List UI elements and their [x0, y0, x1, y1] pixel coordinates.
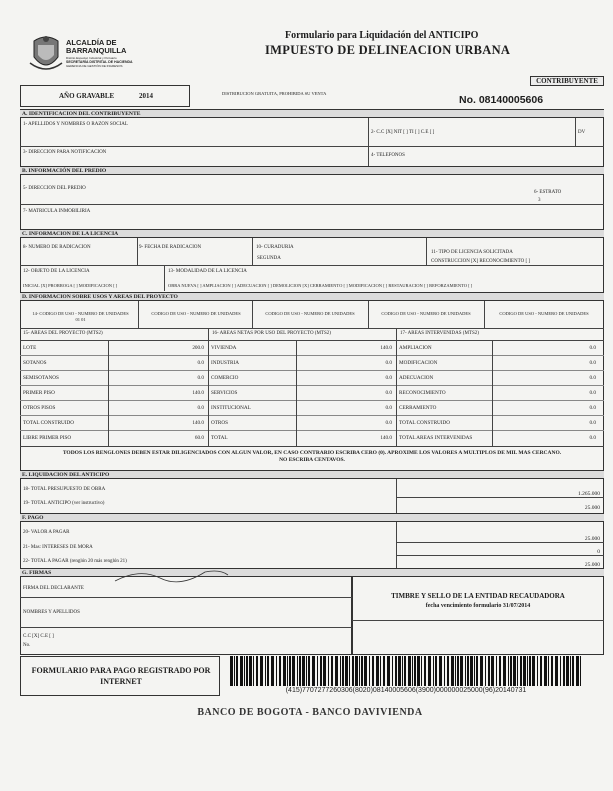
barcode-bar	[499, 656, 501, 686]
barcode-bar	[287, 656, 288, 686]
barcode-bar	[312, 656, 315, 686]
areas-cell-a: LIBRE PRIMER PISO	[23, 435, 72, 441]
barcode-bar	[474, 656, 475, 686]
areas-cell-av: 0.0	[197, 405, 204, 411]
barcode-bar	[352, 656, 354, 686]
areas-cell-cv: 0.0	[589, 405, 596, 411]
areas-cell-b: VIVIENDA	[211, 345, 237, 351]
barcode-bar	[317, 656, 318, 686]
areas-cell-bv: 140.0	[380, 345, 392, 351]
areas-cell-b: TOTAL	[211, 435, 228, 441]
field-10-label: 10- CURADURIA	[256, 245, 294, 250]
row-19-value: 25.000	[584, 505, 600, 511]
section-a-title: A. IDENTIFICACION DEL CONTRIBUYENTE	[20, 109, 604, 118]
logo-gerencia: GERENCIA DE GESTIÓN DE INGRESOS	[66, 64, 123, 68]
barcode-bar	[566, 656, 569, 686]
areas-cell-c: TOTAL CONSTRUIDO	[399, 420, 451, 426]
field-7-label: 7- MATRICULA INMOBILIRIA	[23, 209, 91, 214]
barcode-bar	[355, 656, 358, 686]
distribution-note: DISTRIBUCION GRATUITA, PROHIBIDA SU VENTA	[222, 91, 327, 96]
barcode-bar	[527, 656, 528, 686]
barcode-bar	[299, 656, 301, 686]
barcode-bar	[488, 656, 490, 686]
row-20-label: 20- VALOR A PAGAR	[23, 530, 70, 535]
barcode-bar	[439, 656, 442, 686]
barcode	[230, 656, 582, 686]
barcode-bar	[470, 656, 473, 686]
barcode-bar	[576, 656, 579, 686]
notice-line-1: TODOS LOS RENGLONES DEBEN ESTAR DILIGENCIADOS CON ALGUN VALOR, EN CASO CONTRARIO ESCRIBA CERO (0). APROXIME LOS VALORES A MULTIPLOS DE MIL MAS CERCANO.	[62, 450, 562, 456]
barcode-text: (415)7707277260306(8020)08140005606(3900)000000025000(96)20140731	[285, 687, 527, 694]
areas-header-16: 16- AREAS NETAS POR USO DEL PROYECTO (MTS2)	[212, 331, 331, 336]
barcode-bar	[387, 656, 390, 686]
barcode-bar	[433, 656, 434, 686]
barcode-bar	[340, 656, 341, 686]
field-10-value: SEGUNDA	[257, 256, 281, 261]
barcode-bar	[267, 656, 269, 686]
barcode-bar	[408, 656, 411, 686]
barcode-bar	[279, 656, 281, 686]
names-label: NOMBRES Y APELLIDOS	[23, 610, 80, 615]
barcode-bar	[331, 656, 333, 686]
barcode-bar	[537, 656, 538, 686]
document-number-label: No.	[23, 643, 31, 648]
areas-cell-a: PRIMER PISO	[23, 390, 55, 396]
year-box	[20, 85, 190, 107]
barcode-bar	[323, 656, 326, 686]
barcode-bar	[513, 656, 516, 686]
field-4-label: 4- TELEFONOS	[371, 153, 405, 158]
areas-cell-a: LOTE	[23, 345, 37, 351]
barcode-bar	[412, 656, 413, 686]
areas-cell-b: INDUSTRIA	[211, 360, 239, 366]
barcode-bar	[444, 656, 445, 686]
barcode-bar	[560, 656, 561, 686]
barcode-bar	[417, 656, 420, 686]
barcode-bar	[240, 656, 243, 686]
areas-cell-c: CERRAMIENTO	[399, 405, 437, 411]
section-g-title: G. FIRMAS	[20, 568, 604, 577]
document-type[interactable]: C.C [X] C.E [ ]	[23, 634, 54, 639]
barcode-bar	[402, 656, 403, 686]
barcode-bar	[508, 656, 509, 686]
logo-subtitle: Distrito Especial, Industrial y Portuario	[66, 56, 117, 60]
barcode-bar	[451, 656, 454, 686]
use-col-5: CODIGO DE USO - NUMERO DE UNIDADES	[499, 311, 589, 316]
barcode-bar	[392, 656, 393, 686]
barcode-bar	[359, 656, 360, 686]
areas-cell-bv: 0.0	[385, 405, 392, 411]
barcode-bar	[265, 656, 266, 686]
areas-header-15: 15- AREAS DEL PROYECTO (MTS2)	[23, 331, 103, 336]
field-9-label: 9- FECHA DE RADICACION	[139, 245, 202, 250]
barcode-bar	[253, 656, 254, 686]
areas-cell-b: COMERCIO	[211, 375, 239, 381]
internet-box	[20, 656, 220, 696]
section-f-title: F. PAGO	[20, 513, 604, 522]
row-19-label: 19- TOTAL ANTICIPO (ver instructivo)	[23, 501, 105, 506]
row-18-label: 18- TOTAL PRESUPUESTO DE OBRA	[23, 487, 106, 492]
barcode-bar	[335, 656, 338, 686]
section-e-title: E. LIQUIDACION DEL ANTICIPO	[20, 470, 604, 479]
field-8-label: 8- NUMERO DE RADICACION	[23, 245, 91, 250]
barcode-bar	[276, 656, 277, 686]
barcode-bar	[467, 656, 469, 686]
barcode-bar	[457, 656, 459, 686]
row-21-value: 0	[597, 549, 600, 555]
stamp-box	[352, 577, 604, 655]
barcode-bar	[465, 656, 466, 686]
areas-cell-cv: 0.0	[589, 435, 596, 441]
barcode-bar	[398, 656, 401, 686]
dv-label: DV	[578, 130, 586, 135]
section-d-title: D. INFORMACION SOBRE USOS Y AREAS DEL PROYECTO	[20, 292, 604, 301]
barcode-bar	[361, 656, 363, 686]
areas-cell-av: 0.0	[197, 360, 204, 366]
barcode-bar	[510, 656, 512, 686]
barcode-bar	[328, 656, 329, 686]
form-number: No. 08140005606	[459, 94, 544, 106]
barcode-bar	[244, 656, 245, 686]
internet-label: FORMULARIO PARA PAGO REGISTRADO POR INTERNET	[31, 666, 211, 686]
stamp-date: fecha vencimiento formulario 31/07/2014	[425, 603, 531, 609]
barcode-bar	[548, 656, 549, 686]
barcode-bar	[580, 656, 581, 686]
barcode-bar	[380, 656, 381, 686]
row-21-label: 21- Mas: INTERESES DE MORA	[23, 545, 93, 550]
barcode-bar	[404, 656, 406, 686]
barcode-bar	[570, 656, 571, 686]
barcode-bar	[523, 656, 526, 686]
field-12-label: 12- OBJETO DE LA LICENCIA	[23, 269, 90, 274]
barcode-bar	[424, 656, 426, 686]
areas-cell-av: 0.0	[197, 375, 204, 381]
areas-header-17: 17- AREAS INTERVENIDAS (MTS2)	[400, 331, 479, 336]
use-col-2: CODIGO DE USO - NUMERO DE UNIDADES	[151, 311, 241, 316]
stamp-title: TIMBRE Y SELLO DE LA ENTIDAD RECAUDADORA	[391, 592, 565, 600]
areas-cell-av: 200.0	[192, 345, 204, 351]
areas-cell-cv: 0.0	[589, 345, 596, 351]
areas-cell-c: MODIFICACION	[399, 360, 438, 366]
barcode-bar	[260, 656, 263, 686]
barcode-bar	[395, 656, 397, 686]
field-2-label[interactable]: 2- C.C [X] NIT [ ] TI [ ] C.E [ ]	[371, 130, 435, 135]
logo-name: ALCALDÍA DE BARRANQUILLA	[66, 38, 127, 55]
areas-cell-cv: 0.0	[589, 420, 596, 426]
signature-label: FIRMA DEL DECLARANTE	[23, 586, 84, 591]
barcode-bar	[230, 656, 233, 686]
areas-cell-c: ADECUACION	[399, 375, 434, 381]
barcode-bar	[234, 656, 235, 686]
field-6-label: 6- ESTRATO	[534, 190, 562, 195]
barcode-bar	[376, 656, 379, 686]
areas-cell-a: SOTANOS	[23, 360, 47, 366]
barcode-bar	[297, 656, 298, 686]
barcode-bar	[572, 656, 574, 686]
barcode-bar	[364, 656, 367, 686]
use-col-1-value: 01 01	[75, 317, 86, 322]
use-col-4: CODIGO DE USO - NUMERO DE UNIDADES	[381, 311, 471, 316]
barcode-bar	[555, 656, 558, 686]
row-18-value: 1.265.000	[578, 491, 600, 497]
areas-cell-bv: 0.0	[385, 375, 392, 381]
barcode-bar	[491, 656, 494, 686]
barcode-bar	[503, 656, 506, 686]
areas-cell-cv: 0.0	[589, 360, 596, 366]
barcode-bar	[520, 656, 522, 686]
field-11-options[interactable]: CONSTRUCCION [X] RECONOCIMIENTO [ ]	[431, 259, 531, 264]
areas-cell-a: SEMISOTANOS	[23, 375, 59, 381]
areas-cell-bv: 0.0	[385, 390, 392, 396]
row-22-label: 22- TOTAL A PAGAR (renglón 20 más renglón 21)	[23, 559, 127, 564]
copy-label: CONTRIBUYENTE	[530, 76, 604, 86]
barcode-bar	[414, 656, 416, 686]
barcode-bar	[283, 656, 286, 686]
barcode-bar	[544, 656, 547, 686]
field-5-label: 5- DIRECCION DEL PREDIO	[23, 186, 86, 191]
areas-cell-bv: 0.0	[385, 420, 392, 426]
areas-cell-av: 140.0	[192, 390, 204, 396]
field-13-label: 13- MODALIDAD DE LA LICENCIA	[168, 269, 247, 274]
field-13-options[interactable]: OBRA NUEVA [ ] AMPLIACION [ ] ADECUACION [ ] DEMOLICION [X] CERRAMIENTO [ ] MODIFICACION [ ] RESTAURACION [ ] REFORZAMIENTO [ ]	[168, 283, 473, 288]
barcode-bar	[383, 656, 385, 686]
areas-cell-c: RECONOCIMIENTO	[399, 390, 446, 396]
areas-cell-av: 140.0	[192, 420, 204, 426]
form-title: Formulario para Liquidación del ANTICIPO	[285, 30, 479, 41]
areas-cell-c: AMPLIACION	[399, 345, 432, 351]
barcode-bar	[447, 656, 449, 686]
areas-cell-bv: 140.0	[380, 435, 392, 441]
areas-cell-b: OTROS	[211, 420, 229, 426]
notice-line-2: NO ESCRIBA CENTAVOS.	[279, 457, 345, 463]
barcode-bar	[289, 656, 291, 686]
logo	[28, 33, 148, 81]
field-11-label: 11- TIPO DE LICENCIA SOLICITADA	[431, 250, 513, 255]
barcode-bar	[485, 656, 486, 686]
areas-cell-b: INSTITUCIONAL	[211, 405, 251, 411]
barcode-bar	[540, 656, 542, 686]
bank-label: BANCO DE BOGOTA - BANCO DAVIVIENDA	[197, 707, 423, 718]
barcode-bar	[308, 656, 310, 686]
barcode-bar	[476, 656, 478, 686]
signature-stroke-icon	[110, 566, 230, 586]
barcode-bar	[236, 656, 238, 686]
barcode-bar	[517, 656, 518, 686]
areas-cell-a: TOTAL CONSTRUIDO	[23, 420, 75, 426]
areas-cell-bv: 0.0	[385, 360, 392, 366]
field-6-value: 3	[538, 198, 541, 203]
barcode-bar	[292, 656, 295, 686]
barcode-bar	[372, 656, 374, 686]
barcode-bar	[428, 656, 431, 686]
section-c-title: C. INFORMACION DE LA LICENCIA	[20, 229, 604, 238]
areas-cell-a: OTROS PISOS	[23, 405, 56, 411]
barcode-bar	[563, 656, 565, 686]
row-22-value: 25.000	[584, 562, 600, 568]
barcode-bar	[271, 656, 274, 686]
barcode-bar	[345, 656, 348, 686]
areas-cell-av: 60.0	[194, 435, 204, 441]
barcode-bar	[320, 656, 322, 686]
barcode-bar	[460, 656, 463, 686]
section-b-title: B. INFORMACIÓN DEL PREDIO	[20, 166, 604, 175]
barcode-bar	[551, 656, 553, 686]
field-1-label: 1- APELLIDOS Y NOMBRES O RAZON SOCIAL	[23, 122, 128, 127]
areas-cell-cv: 0.0	[589, 375, 596, 381]
barcode-bar	[421, 656, 422, 686]
barcode-bar	[349, 656, 350, 686]
coat-of-arms-icon	[28, 33, 64, 75]
areas-cell-c: TOTAL AREAS INTERVENIDAS	[399, 435, 473, 441]
barcode-bar	[306, 656, 307, 686]
barcode-bar	[455, 656, 456, 686]
use-col-1: 14- CODIGO DE USO - NUMERO DE UNIDADES	[32, 311, 129, 316]
use-col-3: CODIGO DE USO - NUMERO DE UNIDADES	[265, 311, 355, 316]
barcode-bar	[435, 656, 437, 686]
year-value: 2014	[139, 92, 153, 100]
areas-cell-cv: 0.0	[589, 390, 596, 396]
logo-secretaria: SECRETARÍA DISTRITAL DE HACIENDA	[66, 60, 133, 64]
field-3-label: 3- DIRECCION PARA NOTIFICACION	[23, 150, 107, 155]
barcode-bar	[532, 656, 535, 686]
year-label: AÑO GRAVABLE	[59, 92, 115, 100]
barcode-bar	[480, 656, 483, 686]
field-12-options[interactable]: INICIAL [X] PRORROGA [ ] MODIFICACION [ ]	[23, 283, 118, 288]
tax-title: IMPUESTO DE DELINEACION URBANA	[265, 43, 511, 57]
row-20-value: 25.000	[584, 536, 600, 542]
barcode-bar	[249, 656, 252, 686]
barcode-bar	[256, 656, 258, 686]
barcode-bar	[496, 656, 497, 686]
barcode-bar	[342, 656, 344, 686]
barcode-bar	[529, 656, 531, 686]
barcode-bar	[302, 656, 305, 686]
barcode-bar	[369, 656, 370, 686]
areas-cell-b: SERVICIOS	[211, 390, 238, 396]
barcode-bar	[246, 656, 248, 686]
